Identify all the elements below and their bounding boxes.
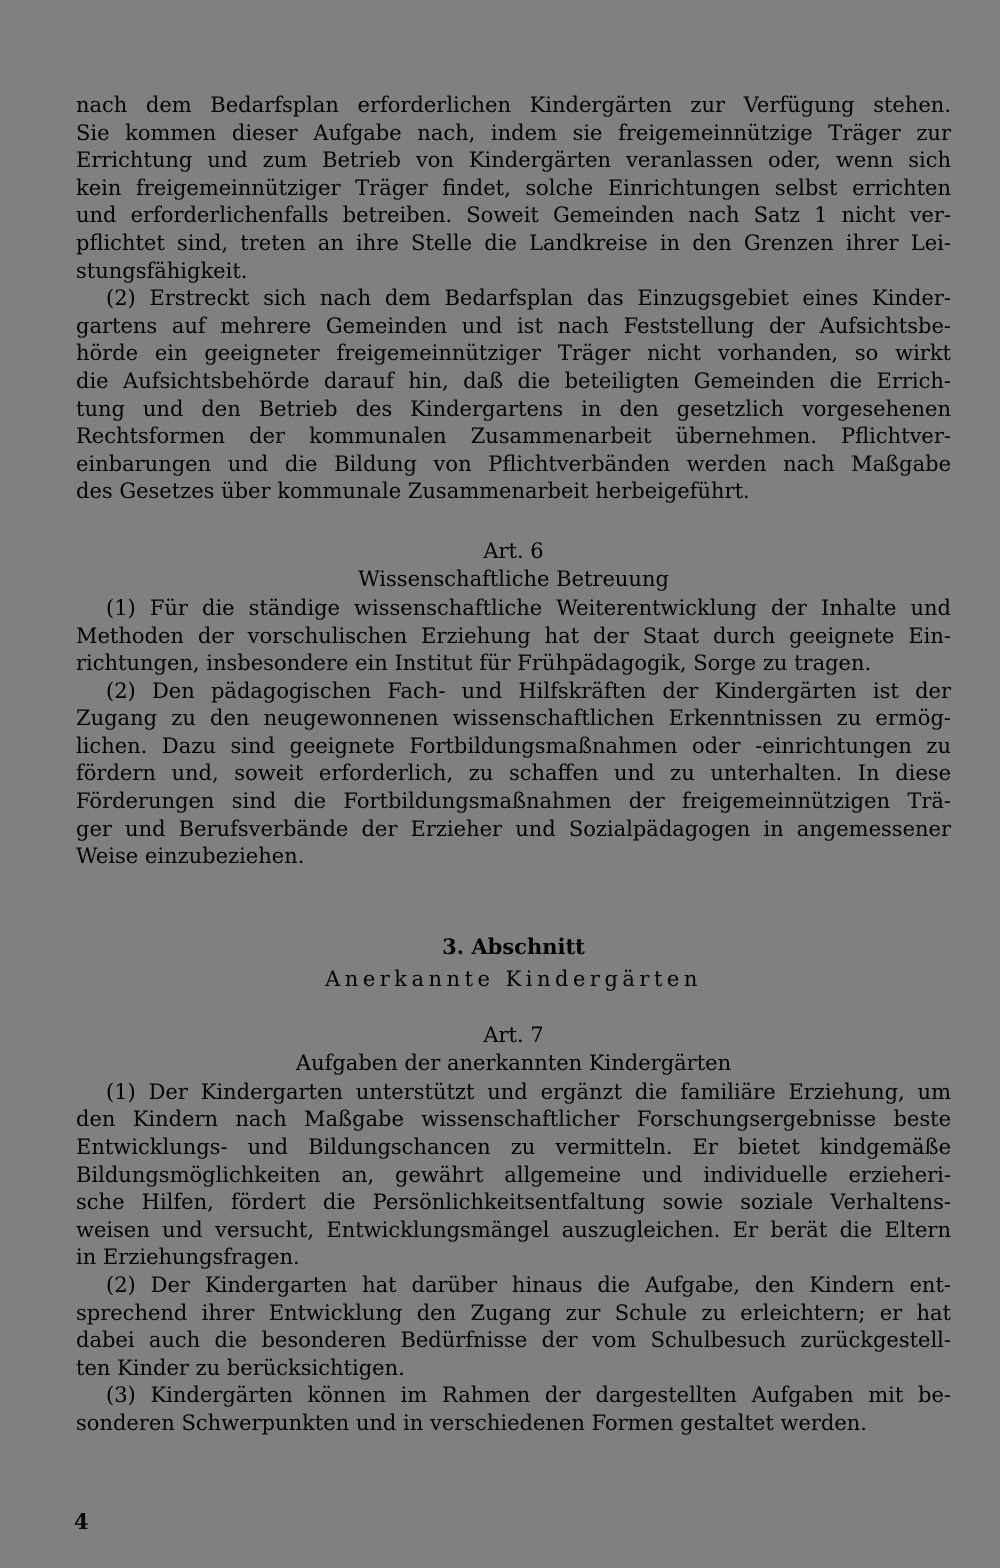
text-line: nach dem Bedarfsplan erforderlichen Kindergärten zur Verfügung stehen. [76, 93, 951, 117]
paragraph-art5-2 [76, 285, 951, 506]
text-line: (1) Für die ständige wissenschaftliche Weiterentwicklung der Inhalte und [106, 595, 951, 620]
paragraph-continuation [76, 92, 951, 285]
paragraph-art7-3 [76, 1382, 951, 1437]
text-line: dabei auch die besonderen Bedürfnisse der vom Schulbesuch zurückgestell- [76, 1328, 951, 1353]
text-line: Sie kommen dieser Aufgabe nach, indem sie freigemeinnützige Träger zur [76, 120, 951, 145]
page-number: 4 [74, 1509, 89, 1534]
text-line: (1) Der Kindergarten unterstützt und ergänzt die familiäre Erziehung, um [106, 1079, 951, 1104]
text-line: sche Hilfen, fördert die Persönlichkeitsentfaltung sowie soziale Verhaltens- [76, 1190, 951, 1215]
text-line: richtungen, insbesondere ein Institut für Frühpädagogik, Sorge zu tragen. [76, 651, 872, 676]
text-line: Errichtung und zum Betrieb von Kindergärten veranlassen oder, wenn sich [76, 148, 951, 173]
text-line: Bildungsmöglichkeiten an, gewährt allgemeine und individuelle erzieheri- [76, 1162, 951, 1187]
text-line: weisen und versucht, Entwicklungsmängel auszugleichen. Er berät die Eltern [76, 1217, 951, 1242]
paragraph-art6-2 [76, 678, 951, 871]
text-line: lichen. Dazu sind geeignete Fortbildungsmaßnahmen oder -einrichtungen zu [76, 733, 951, 758]
text-line: Zugang zu den neugewonnenen wissenschaftlichen Erkenntnissen zu ermög- [76, 706, 951, 731]
text-line: fördern und, soweit erforderlich, zu schaffen und zu unterhalten. In diese [76, 761, 951, 786]
paragraph-art7-1 [76, 1079, 951, 1272]
article-number: Art. 6 [483, 538, 544, 563]
text-line: kein freigemeinnütziger Träger findet, solche Einrichtungen selbst errichten [76, 175, 951, 200]
text-line: (2) Den pädagogischen Fach- und Hilfskräften der Kindergärten ist der [106, 678, 951, 703]
text-line: stungsfähigkeit. [76, 258, 248, 283]
article-title: Aufgaben der anerkannten Kindergärten [295, 1050, 732, 1075]
text-line: tung und den Betrieb des Kindergartens in den gesetzlich vorgesehenen [76, 396, 951, 421]
text-line: ger und Berufsverbände der Erzieher und Sozialpädagogen in angemessener [76, 816, 951, 841]
section-title: Anerkannte Kindergärten [325, 966, 702, 991]
text-line: gartens auf mehrere Gemeinden und ist nach Feststellung der Aufsichtsbe- [76, 313, 951, 338]
text-line: (2) Erstreckt sich nach dem Bedarfsplan das Einzugsgebiet eines Kinder- [106, 286, 951, 311]
text-line: pflichtet sind, treten an ihre Stelle die Landkreise in den Grenzen ihrer Lei- [76, 230, 951, 255]
text-line: die Aufsichtsbehörde darauf hin, daß die beteiligten Gemeinden die Errich- [76, 368, 951, 393]
text-line: ten Kinder zu berücksichtigen. [76, 1355, 405, 1380]
text-line: einbarungen und die Bildung von Pflichtverbänden werden nach Maßgabe [76, 451, 951, 476]
text-line: Rechtsformen der kommunalen Zusammenarbeit übernehmen. Pflichtver- [76, 424, 951, 449]
text-line: in Erziehungsfragen. [76, 1245, 300, 1270]
text-line: Entwicklungs- und Bildungschancen zu vermitteln. Er bietet kindgemäße [76, 1135, 951, 1160]
article-title: Wissenschaftliche Betreuung [358, 566, 669, 591]
article-number: Art. 7 [483, 1022, 544, 1047]
text-line: den Kindern nach Maßgabe wissenschaftlicher Forschungsergebnisse beste [76, 1107, 951, 1132]
document-page [76, 92, 951, 1438]
text-line: des Gesetzes über kommunale Zusammenarbeit herbeigeführt. [76, 479, 750, 504]
paragraph-art7-2 [76, 1272, 951, 1382]
text-line: Methoden der vorschulischen Erziehung hat der Staat durch geeignete Ein- [76, 623, 951, 648]
text-line: (3) Kindergärten können im Rahmen der dargestellten Aufgaben mit be- [106, 1383, 951, 1408]
text-line: sprechend ihrer Entwicklung den Zugang zur Schule zu erleichtern; er hat [76, 1300, 951, 1325]
text-line: und erforderlichenfalls betreiben. Soweit Gemeinden nach Satz 1 nicht ver- [76, 203, 951, 228]
text-line: Weise einzubeziehen. [76, 844, 305, 869]
paragraph-art6-1 [76, 595, 951, 678]
section-heading: 3. Abschnitt [442, 933, 585, 959]
text-line: (2) Der Kindergarten hat darüber hinaus die Aufgabe, den Kindern ent- [106, 1273, 951, 1297]
text-line: hörde ein geeigneter freigemeinnütziger Träger nicht vorhanden, so wirkt [76, 341, 951, 366]
text-line: sonderen Schwerpunkten und in verschiedenen Formen gestaltet werden. [76, 1410, 867, 1435]
text-line: Förderungen sind die Fortbildungsmaßnahmen der freigemeinnützigen Trä- [76, 789, 951, 814]
